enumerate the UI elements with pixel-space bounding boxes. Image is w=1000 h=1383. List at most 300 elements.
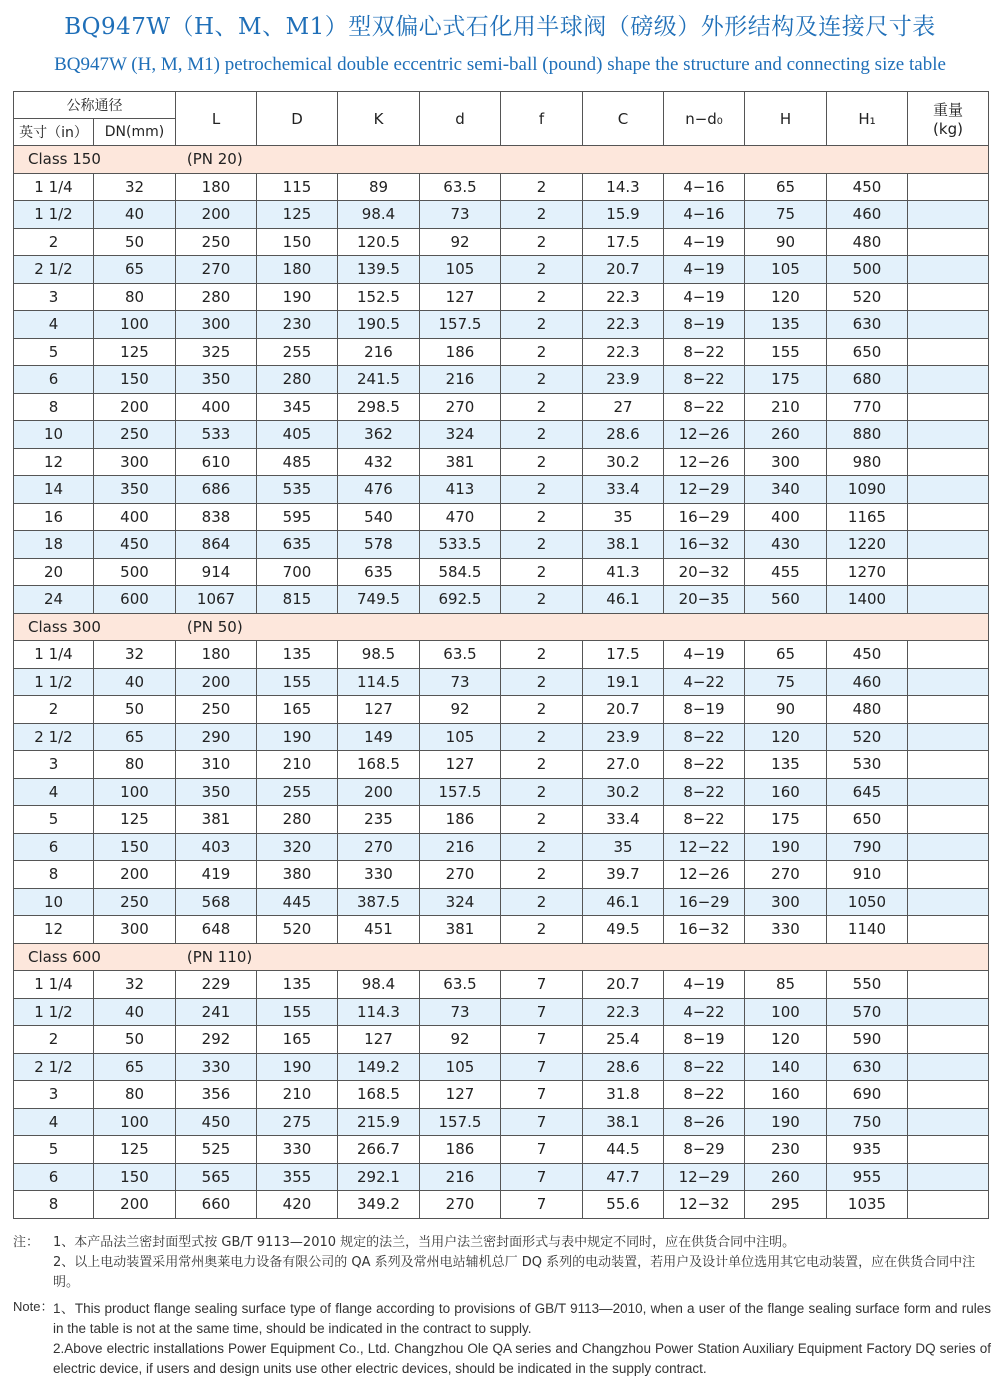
table-cell: 85 [745, 971, 827, 999]
table-cell: 7 [501, 971, 583, 999]
table-cell [908, 228, 989, 256]
table-cell: 160 [745, 1081, 827, 1109]
table-row [14, 806, 989, 834]
table-cell: 125 [257, 201, 338, 229]
table-cell: 2 [14, 696, 94, 724]
table-cell: 30.2 [583, 778, 664, 806]
table-cell [908, 448, 989, 476]
table-cell: 330 [176, 1053, 257, 1081]
table-cell: 4−16 [664, 173, 745, 201]
table-cell [908, 778, 989, 806]
table-cell: 280 [176, 283, 257, 311]
note-en-1: 1、This product flange sealing surface type of flange according to provisions of GB/T 9113—2010, when a user of the flange sealing surface form and rules in the table is not at the same time, should be indicated in the contract to supply. [53, 1301, 991, 1336]
table-cell: 35 [583, 833, 664, 861]
table-cell: 235 [338, 806, 420, 834]
table-cell: 120 [745, 283, 827, 311]
table-cell: 127 [420, 1081, 501, 1109]
table-cell: 8−22 [664, 366, 745, 394]
col-header-inch: 英寸（in） [14, 119, 94, 146]
table-cell: 38.1 [583, 531, 664, 559]
table-cell: 14.3 [583, 173, 664, 201]
table-cell: 356 [176, 1081, 257, 1109]
table-cell: 186 [420, 806, 501, 834]
table-cell: 3 [14, 1081, 94, 1109]
table-cell: 14 [14, 476, 94, 504]
table-cell: 1 1/4 [14, 971, 94, 999]
table-cell: 33.4 [583, 476, 664, 504]
table-cell: 15.9 [583, 201, 664, 229]
table-cell: 749.5 [338, 586, 420, 614]
weight-label: 重量 [932, 101, 963, 119]
table-cell: 180 [176, 173, 257, 201]
table-cell: 450 [827, 173, 908, 201]
table-cell: 300 [176, 311, 257, 339]
table-cell [908, 338, 989, 366]
table-cell: 23.9 [583, 366, 664, 394]
table-cell: 7 [501, 1136, 583, 1164]
class-group-cell [14, 943, 989, 971]
table-cell: 520 [827, 283, 908, 311]
table-cell: 230 [257, 311, 338, 339]
table-cell: 500 [94, 558, 176, 586]
table-cell: 935 [827, 1136, 908, 1164]
table-cell: 578 [338, 531, 420, 559]
table-row [14, 1053, 989, 1081]
table-cell [908, 393, 989, 421]
table-cell: 250 [176, 228, 257, 256]
table-cell: 2 [501, 366, 583, 394]
table-cell [908, 283, 989, 311]
table-cell: 648 [176, 916, 257, 944]
table-cell: 175 [745, 366, 827, 394]
table-cell: 324 [420, 421, 501, 449]
table-cell: 349.2 [338, 1191, 420, 1219]
table-cell: 325 [176, 338, 257, 366]
table-cell: 6 [14, 366, 94, 394]
table-cell: 28.6 [583, 1053, 664, 1081]
table-cell: 2 [501, 256, 583, 284]
table-cell: 200 [176, 668, 257, 696]
table-cell: 8−22 [664, 1081, 745, 1109]
table-cell: 90 [745, 696, 827, 724]
table-cell: 600 [94, 586, 176, 614]
col-header-n-d0: n−d₀ [664, 92, 745, 146]
table-cell: 105 [745, 256, 827, 284]
table-cell: 4−19 [664, 971, 745, 999]
class-group-row [14, 146, 989, 174]
table-cell: 20.7 [583, 971, 664, 999]
table-cell: 63.5 [420, 173, 501, 201]
table-cell: 4−19 [664, 228, 745, 256]
table-cell: 35 [583, 503, 664, 531]
table-cell: 300 [745, 448, 827, 476]
table-cell: 1 1/4 [14, 173, 94, 201]
class-group-cell [14, 613, 989, 641]
table-cell: 186 [420, 1136, 501, 1164]
table-cell: 500 [827, 256, 908, 284]
table-cell: 5 [14, 1136, 94, 1164]
table-cell: 750 [827, 1108, 908, 1136]
table-cell: 381 [420, 448, 501, 476]
table-cell: 8−19 [664, 696, 745, 724]
table-cell: 260 [745, 421, 827, 449]
table-body [14, 146, 989, 1219]
table-cell: 400 [176, 393, 257, 421]
table-cell [908, 586, 989, 614]
table-cell: 105 [420, 256, 501, 284]
table-cell: 2 [501, 806, 583, 834]
table-cell: 28.6 [583, 421, 664, 449]
table-cell: 790 [827, 833, 908, 861]
table-cell: 2 [501, 201, 583, 229]
table-cell: 190 [257, 1053, 338, 1081]
table-row [14, 833, 989, 861]
table-cell: 2 [501, 558, 583, 586]
table-cell: 127 [338, 696, 420, 724]
table-cell: 65 [745, 641, 827, 669]
table-cell: 12−26 [664, 421, 745, 449]
table-cell: 350 [176, 366, 257, 394]
table-cell: 12 [14, 916, 94, 944]
table-cell: 300 [745, 888, 827, 916]
table-cell: 16−29 [664, 503, 745, 531]
table-cell: 12−29 [664, 476, 745, 504]
table-cell: 135 [745, 751, 827, 779]
table-cell: 12−32 [664, 1191, 745, 1219]
table-cell: 80 [94, 283, 176, 311]
table-cell: 8−22 [664, 806, 745, 834]
table-cell: 127 [420, 751, 501, 779]
table-cell: 27 [583, 393, 664, 421]
table-cell: 270 [745, 861, 827, 889]
table-cell [908, 558, 989, 586]
table-cell: 210 [257, 751, 338, 779]
table-row [14, 586, 989, 614]
table-cell: 1 1/2 [14, 668, 94, 696]
table-cell: 20−35 [664, 586, 745, 614]
table-cell: 568 [176, 888, 257, 916]
table-cell: 17.5 [583, 228, 664, 256]
table-cell: 210 [257, 1081, 338, 1109]
table-cell [908, 806, 989, 834]
table-cell: 50 [94, 1026, 176, 1054]
table-cell: 7 [501, 1053, 583, 1081]
table-cell: 362 [338, 421, 420, 449]
table-cell: 12−29 [664, 1163, 745, 1191]
table-cell: 190 [257, 723, 338, 751]
table-cell: 100 [94, 311, 176, 339]
table-cell: 139.5 [338, 256, 420, 284]
table-cell: 22.3 [583, 338, 664, 366]
table-cell: 98.4 [338, 971, 420, 999]
table-cell [908, 1053, 989, 1081]
table-row [14, 448, 989, 476]
table-cell: 215.9 [338, 1108, 420, 1136]
table-cell: 16 [14, 503, 94, 531]
table-cell: 140 [745, 1053, 827, 1081]
table-cell: 635 [338, 558, 420, 586]
table-cell: 8−22 [664, 1053, 745, 1081]
table-cell: 2 [501, 283, 583, 311]
table-row [14, 1081, 989, 1109]
table-cell: 520 [257, 916, 338, 944]
col-header-weight [908, 92, 989, 146]
table-cell: 155 [257, 668, 338, 696]
table-cell: 49.5 [583, 916, 664, 944]
table-row [14, 751, 989, 779]
pn-label: (PN 20) [186, 150, 243, 169]
table-row [14, 256, 989, 284]
table-cell: 80 [94, 751, 176, 779]
table-cell: 650 [827, 806, 908, 834]
table-cell: 50 [94, 696, 176, 724]
table-cell: 180 [257, 256, 338, 284]
col-header-K: K [338, 92, 420, 146]
table-cell: 8−22 [664, 338, 745, 366]
table-cell: 635 [257, 531, 338, 559]
table-row [14, 1163, 989, 1191]
table-cell: 1035 [827, 1191, 908, 1219]
table-cell: 73 [420, 668, 501, 696]
table-cell: 22.3 [583, 311, 664, 339]
table-row [14, 476, 989, 504]
table-cell: 324 [420, 888, 501, 916]
table-row [14, 366, 989, 394]
table-cell [908, 833, 989, 861]
table-cell [908, 971, 989, 999]
table-cell: 98.4 [338, 201, 420, 229]
table-cell: 98.5 [338, 641, 420, 669]
table-cell: 533.5 [420, 531, 501, 559]
table-cell: 200 [94, 393, 176, 421]
table-cell: 1050 [827, 888, 908, 916]
table-cell: 210 [745, 393, 827, 421]
table-cell: 330 [338, 861, 420, 889]
table-cell: 1 1/4 [14, 641, 94, 669]
table-cell: 46.1 [583, 888, 664, 916]
table-cell: 7 [501, 1191, 583, 1219]
table-cell: 114.5 [338, 668, 420, 696]
table-cell: 380 [257, 861, 338, 889]
table-cell: 241.5 [338, 366, 420, 394]
weight-unit: (kg) [933, 120, 963, 138]
table-row [14, 311, 989, 339]
col-header-f: f [501, 92, 583, 146]
table-cell: 157.5 [420, 778, 501, 806]
table-cell: 216 [420, 366, 501, 394]
table-cell: 65 [94, 1053, 176, 1081]
table-cell: 152.5 [338, 283, 420, 311]
table-cell: 255 [257, 778, 338, 806]
col-header-d: d [420, 92, 501, 146]
table-cell: 22.3 [583, 998, 664, 1026]
table-cell: 270 [338, 833, 420, 861]
table-cell: 630 [827, 1053, 908, 1081]
table-cell: 19.1 [583, 668, 664, 696]
table-cell: 266.7 [338, 1136, 420, 1164]
table-cell: 550 [827, 971, 908, 999]
table-cell [908, 1026, 989, 1054]
table-cell: 10 [14, 421, 94, 449]
table-cell: 125 [94, 806, 176, 834]
note-cn-1: 1、本产品法兰密封面型式按 GB/T 9113—2010 规定的法兰，当用户法兰密封面形式与表中规定不同时，应在供货合同中注明。 [53, 1235, 796, 1250]
table-cell: 216 [420, 1163, 501, 1191]
table-cell: 2 [501, 723, 583, 751]
table-cell: 300 [94, 448, 176, 476]
table-cell: 41.3 [583, 558, 664, 586]
table-cell: 8−19 [664, 1026, 745, 1054]
table-cell: 2 [501, 173, 583, 201]
table-cell [908, 201, 989, 229]
col-header-H1: H₁ [827, 92, 908, 146]
table-cell: 8−22 [664, 723, 745, 751]
table-cell: 230 [745, 1136, 827, 1164]
table-cell: 186 [420, 338, 501, 366]
table-cell: 190 [257, 283, 338, 311]
table-cell [908, 503, 989, 531]
table-cell: 3 [14, 283, 94, 311]
table-cell: 22.3 [583, 283, 664, 311]
table-cell: 155 [745, 338, 827, 366]
class-label: Class 600 [28, 947, 101, 966]
table-cell: 175 [745, 806, 827, 834]
table-cell: 73 [420, 998, 501, 1026]
table-cell: 10 [14, 888, 94, 916]
table-row [14, 916, 989, 944]
table-cell: 2 [501, 751, 583, 779]
table-row [14, 641, 989, 669]
table-cell: 530 [827, 751, 908, 779]
table-cell: 470 [420, 503, 501, 531]
table-cell: 105 [420, 723, 501, 751]
table-cell: 8−26 [664, 1108, 745, 1136]
table-row [14, 531, 989, 559]
table-cell: 280 [257, 366, 338, 394]
table-cell: 4−19 [664, 283, 745, 311]
table-cell: 403 [176, 833, 257, 861]
table-cell: 160 [745, 778, 827, 806]
table-cell: 910 [827, 861, 908, 889]
table-cell: 2 [501, 476, 583, 504]
table-cell: 120 [745, 723, 827, 751]
table-row [14, 201, 989, 229]
table-cell: 400 [94, 503, 176, 531]
table-cell: 8−22 [664, 778, 745, 806]
pn-label: (PN 110) [186, 947, 253, 966]
table-cell: 2 [14, 1026, 94, 1054]
table-cell: 20 [14, 558, 94, 586]
table-cell: 23.9 [583, 723, 664, 751]
table-cell: 165 [257, 1026, 338, 1054]
table-cell: 2 [501, 641, 583, 669]
table-cell: 485 [257, 448, 338, 476]
table-cell: 430 [745, 531, 827, 559]
table-cell: 455 [745, 558, 827, 586]
table-cell: 55.6 [583, 1191, 664, 1219]
table-cell: 190.5 [338, 311, 420, 339]
table-cell: 4−22 [664, 668, 745, 696]
table-cell: 480 [827, 696, 908, 724]
table-cell: 20.7 [583, 696, 664, 724]
table-row [14, 421, 989, 449]
table-cell: 12−22 [664, 833, 745, 861]
table-cell: 241 [176, 998, 257, 1026]
table-cell: 149 [338, 723, 420, 751]
table-cell: 400 [745, 503, 827, 531]
table-cell: 690 [827, 1081, 908, 1109]
table-cell [908, 531, 989, 559]
table-row [14, 998, 989, 1026]
table-cell: 32 [94, 641, 176, 669]
note-en-2: 2.Above electric installations Power Equipment Co., Ltd. Changzhou Ole QA series and Changzhou Power Station Auxiliary Equipment Factory DQ series of electric device, if users and design units use other electric devices, should be indicated in the supply contract. [53, 1341, 991, 1376]
table-cell: 270 [420, 1191, 501, 1219]
table-cell: 2 [501, 586, 583, 614]
nominal-size-header: 公称通径 [14, 92, 176, 119]
table-cell: 630 [827, 311, 908, 339]
page-title: BQ947W（H、M、M1）型双偏心式石化用半球阀（磅级）外形结构及连接尺寸表 [64, 14, 936, 40]
table-cell: 2 1/2 [14, 256, 94, 284]
table-cell: 476 [338, 476, 420, 504]
table-cell: 540 [338, 503, 420, 531]
note-cn-2: 2、以上电动装置采用常州奥莱电力设备有限公司的 QA 系列及常州电站辅机总厂 DQ 系列的电动装置，若用户及设计单位选用其它电动装置，应在供货合同中注明。 [53, 1255, 976, 1290]
table-cell: 127 [420, 283, 501, 311]
table-cell: 2 [501, 503, 583, 531]
table-row [14, 1026, 989, 1054]
table-cell: 4 [14, 778, 94, 806]
table-cell: 451 [338, 916, 420, 944]
table-cell: 420 [257, 1191, 338, 1219]
col-header-L: L [176, 92, 257, 146]
table-cell: 290 [176, 723, 257, 751]
table-cell: 149.2 [338, 1053, 420, 1081]
dimension-table [13, 91, 989, 1219]
table-cell: 190 [745, 1108, 827, 1136]
table-cell: 700 [257, 558, 338, 586]
table-cell: 125 [94, 338, 176, 366]
table-row [14, 1108, 989, 1136]
table-row [14, 1191, 989, 1219]
table-cell: 114.3 [338, 998, 420, 1026]
table-cell: 298.5 [338, 393, 420, 421]
table-cell: 680 [827, 366, 908, 394]
table-row [14, 283, 989, 311]
table-cell: 12 [14, 448, 94, 476]
table-cell: 5 [14, 806, 94, 834]
table-cell [908, 256, 989, 284]
table-cell: 216 [420, 833, 501, 861]
table-cell: 419 [176, 861, 257, 889]
table-cell: 320 [257, 833, 338, 861]
table-cell: 280 [257, 806, 338, 834]
table-cell: 33.4 [583, 806, 664, 834]
table-cell: 150 [94, 1163, 176, 1191]
table-cell: 8 [14, 1191, 94, 1219]
table-cell: 4 [14, 311, 94, 339]
table-cell: 520 [827, 723, 908, 751]
table-cell: 450 [94, 531, 176, 559]
table-cell [908, 1163, 989, 1191]
table-cell: 686 [176, 476, 257, 504]
table-cell: 525 [176, 1136, 257, 1164]
table-cell: 250 [94, 421, 176, 449]
table-cell: 1140 [827, 916, 908, 944]
table-cell: 330 [745, 916, 827, 944]
table-cell: 300 [94, 916, 176, 944]
table-cell: 270 [420, 393, 501, 421]
table-cell: 216 [338, 338, 420, 366]
table-cell: 200 [94, 861, 176, 889]
page-subtitle: BQ947W (H, M, M1) petrochemical double eccentric semi-ball (pound) shape the structure and connecting size table [54, 54, 946, 75]
